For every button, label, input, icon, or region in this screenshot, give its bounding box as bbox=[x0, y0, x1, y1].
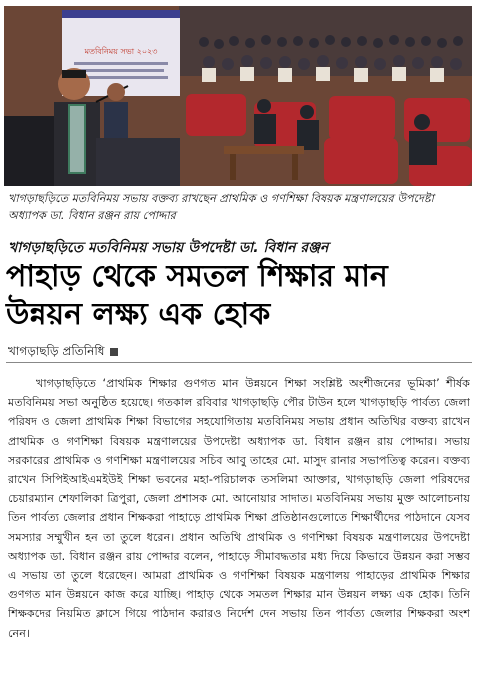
event-photo bbox=[4, 6, 472, 186]
event-photo-icon bbox=[4, 6, 472, 186]
byline bbox=[8, 343, 118, 363]
podium bbox=[96, 138, 180, 186]
divider bbox=[6, 362, 472, 363]
square-bullet-icon bbox=[110, 348, 118, 356]
article-paragraph: খাগড়াছড়িতে ‘প্রাথমিক শিক্ষার গুণগত মান উন্নয়নে শিক্ষা সংশ্লিষ্ট অংশীজনের ভূমিকা’ শীর্ষক মতবিনিময় সভা অনুষ্ঠিত হয়েছে। গতকাল রবিবার খাগড়াছড়ি পৌর টাউন হলে খাগড়াছড়ি পার্বত্য জেলা পরিষদ ও জেলা প্রাথমিক শিক্ষা বিভাগের সহযোগিতায় মতবিনিময় সভায় প্রধান অতিথির বক্তব্য রাখেন প্রাথমিক ও গণশিক্ষা বিষয়ক মন্ত্রণালয়ের উপদেষ্টা অধ্যাপক ডা. বিধান রঞ্জন রায় পোদ্দার। সভায় সরকারের প্রাথমিক ও গণশিক্ষা মন্ত্রণালয়ের সচিব আবু তাহের মো. মাসুদ রানার সভাপতিত্ব করেন। বক্তব্য রাখেন সিপিইআইএমইউই শিক্ষা ভবনের মহা-পরিচালক তসলিমা আক্তার, খাগড়াছড়ি জেলা পরিষদের চেয়ারম্যান শেফালিকা ত্রিপুরা, জেলা প্রশাসক মো. আনোয়ার সাদাত। মতবিনিময় সভায় মুক্ত আলোচনায় তিন পার্বত্য জেলার প্রধান শিক্ষকরা পাহাড়ে প্রাথমিক শিক্ষা প্রতিষ্ঠানগুলোতে শিক্ষার্থীদের পাঠদানে যেসব সমস্যার সম্মুখীন হন তা তুলে ধরেন। প্রধান অতিথি প্রাথমিক ও গণশিক্ষা বিষয়ক মন্ত্রণালয়ের উপদেষ্টা অধ্যাপক ডা. বিধান রঞ্জন রায় পোদ্দার বলেন, পাহাড়ে সীমাবদ্ধতার মধ্য দিয়ে কিভাবে উন্নয়ন করা সম্ভব এ সভায় তা তুলে ধরেছেন। আমরা প্রাথমিক ও গণশিক্ষা বিষয়ক মন্ত্রণালয় পাহাড়ের প্রাথমিক শিক্ষার গুণগত মান উন্নয়নে কাজ করে যাচ্ছি। পাহাড় থেকে সমতল শিক্ষার মান উন্নয়ন লক্ষ্য এক হোক। তিনি শিক্ষকদের নিয়মিত ক্লাসে গিয়ে পাঠদান করারও নির্দেশ দেন সভায় তিন পার্বত্য জেলার শিক্ষকরা অংশ নেন। bbox=[8, 377, 470, 640]
byline-text: খাগড়াছড়ি প্রতিনিধি bbox=[8, 344, 105, 358]
headline: পাহাড় থেকে সমতল শিক্ষার মান উন্নয়ন লক্ষ্য এক হোক bbox=[6, 259, 388, 332]
article-body bbox=[8, 374, 470, 689]
banner-title: মতবিনিময় সভা ২০২৩ bbox=[84, 47, 158, 56]
kicker: খাগড়াছড়িতে মতবিনিময় সভায় উপদেষ্টা ডা. বিধান রঞ্জন bbox=[8, 240, 329, 256]
photo-caption: খাগড়াছড়িতে মতবিনিময় সভায় বক্তব্য রাখছেন প্রাথমিক ও গণশিক্ষা বিষয়ক মন্ত্রণালয়ের উপদেষ্টা অধ্যাপক ডা. বিধান রঞ্জন রায় পোদ্দার bbox=[8, 192, 434, 222]
